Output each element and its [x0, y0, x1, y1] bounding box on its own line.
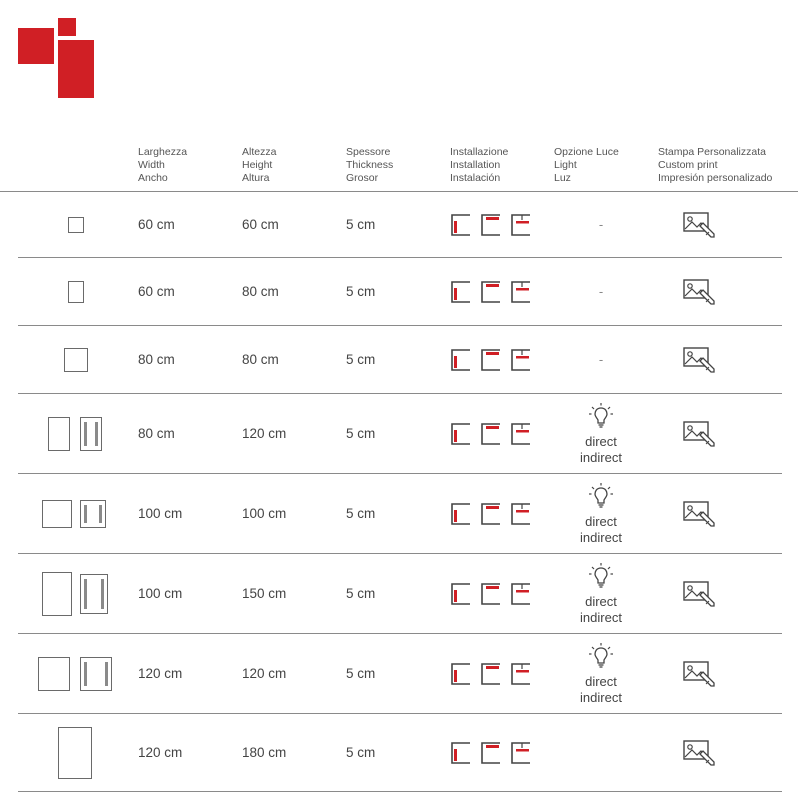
cell-height: 60 cm: [242, 217, 279, 232]
header-light-line: Light: [554, 159, 577, 171]
cell-height: 80 cm: [242, 284, 279, 299]
custom-print-image-icon: [682, 714, 716, 791]
installation-icons: [450, 326, 532, 393]
cell-height: 180 cm: [242, 745, 287, 760]
suspended-mount-icon: [510, 741, 532, 765]
light-option-label: indirect: [580, 609, 622, 625]
lightbulb-icon: [588, 642, 614, 674]
panel-frame-icon: [80, 574, 108, 614]
ceiling-mount-icon: [480, 348, 502, 372]
header-custom-print-line: Custom print: [658, 159, 718, 171]
header-light-line: Opzione Luce: [554, 146, 619, 158]
header-width: [138, 146, 187, 185]
light-option: [556, 714, 646, 791]
installation-icons: [450, 714, 532, 791]
panel-shape-icon: [68, 217, 84, 233]
light-option: [556, 192, 646, 257]
header-installation: [450, 146, 508, 185]
table-row: [18, 258, 782, 326]
suspended-mount-icon: [510, 422, 532, 446]
cell-thickness: 5 cm: [346, 506, 376, 521]
wall-mount-icon: [450, 502, 472, 526]
suspended-mount-icon: [510, 662, 532, 686]
custom-print-image-icon: [682, 258, 716, 325]
header-thickness: [346, 146, 393, 185]
cell-width: 80 cm: [138, 426, 175, 441]
light-option-label: direct: [585, 433, 617, 449]
header-installation-line: Installation: [450, 159, 501, 171]
light-option: [556, 326, 646, 393]
light-none-label: -: [598, 216, 604, 232]
custom-print-image-icon: [682, 394, 716, 473]
custom-print-image-icon: [682, 634, 716, 713]
header-height-line: Height: [242, 159, 273, 171]
ceiling-mount-icon: [480, 280, 502, 304]
panel-shape-icon: [42, 572, 72, 616]
ceiling-mount-icon: [480, 741, 502, 765]
custom-print-image-icon: [682, 554, 716, 633]
cell-thickness: 5 cm: [346, 217, 376, 232]
header-width-line: Ancho: [138, 172, 168, 184]
panel-shape-icon: [38, 657, 70, 691]
wall-mount-icon: [450, 348, 472, 372]
lightbulb-icon: [588, 562, 614, 594]
header-installation-line: Instalación: [450, 172, 501, 184]
light-option-label: indirect: [580, 529, 622, 545]
header-custom-print-line: Stampa Personalizzata: [658, 146, 766, 158]
header-light-line: Luz: [554, 172, 571, 184]
header-width-line: Larghezza: [138, 146, 188, 158]
header-height: [242, 146, 276, 185]
header-custom-print: [658, 146, 772, 185]
cell-height: 100 cm: [242, 506, 287, 521]
table-row: [18, 634, 782, 714]
panel-frame-icon: [80, 417, 102, 451]
ceiling-mount-icon: [480, 582, 502, 606]
light-option-label: direct: [585, 593, 617, 609]
cell-thickness: 5 cm: [346, 745, 376, 760]
custom-print-image-icon: [682, 474, 716, 553]
wall-mount-icon: [450, 422, 472, 446]
cell-thickness: 5 cm: [346, 284, 376, 299]
light-option: [556, 554, 646, 633]
panel-frame-icon: [80, 500, 106, 528]
table-header: [0, 146, 798, 192]
suspended-mount-icon: [510, 280, 532, 304]
installation-icons: [450, 554, 532, 633]
wall-mount-icon: [450, 741, 472, 765]
cell-thickness: 5 cm: [346, 586, 376, 601]
table-row: [18, 394, 782, 474]
panel-shape-icon: [48, 417, 70, 451]
suspended-mount-icon: [510, 348, 532, 372]
cell-width: 100 cm: [138, 586, 183, 601]
wall-mount-icon: [450, 213, 472, 237]
light-option: [556, 634, 646, 713]
panel-shape-icon: [68, 281, 84, 303]
header-width-line: Width: [138, 159, 165, 171]
custom-print-image-icon: [682, 326, 716, 393]
cell-width: 120 cm: [138, 666, 183, 681]
header-height-line: Altezza: [242, 146, 277, 158]
custom-print-image-icon: [682, 192, 716, 257]
light-option: [556, 474, 646, 553]
light-none-label: -: [598, 283, 604, 299]
cell-width: 60 cm: [138, 284, 175, 299]
brand-logo: [18, 18, 94, 98]
cell-thickness: 5 cm: [346, 352, 376, 367]
installation-icons: [450, 474, 532, 553]
panel-shape-icon: [42, 500, 72, 528]
light-option-label: indirect: [580, 449, 622, 465]
cell-height: 120 cm: [242, 426, 287, 441]
header-thickness-line: Grosor: [346, 172, 379, 184]
cell-height: 80 cm: [242, 352, 279, 367]
light-option: [556, 394, 646, 473]
table-row: [18, 714, 782, 792]
header-installation-line: Installazione: [450, 146, 509, 158]
suspended-mount-icon: [510, 582, 532, 606]
lightbulb-icon: [588, 482, 614, 514]
panel-frame-icon: [80, 657, 112, 691]
panel-shape-icon: [58, 727, 92, 779]
suspended-mount-icon: [510, 502, 532, 526]
ceiling-mount-icon: [480, 213, 502, 237]
header-height-line: Altura: [242, 172, 270, 184]
installation-icons: [450, 634, 532, 713]
ceiling-mount-icon: [480, 502, 502, 526]
wall-mount-icon: [450, 280, 472, 304]
lightbulb-icon: [588, 402, 614, 434]
installation-icons: [450, 394, 532, 473]
table-row: [18, 554, 782, 634]
ceiling-mount-icon: [480, 662, 502, 686]
installation-icons: [450, 258, 532, 325]
suspended-mount-icon: [510, 213, 532, 237]
cell-height: 150 cm: [242, 586, 287, 601]
light-option-label: direct: [585, 513, 617, 529]
header-thickness-line: Spessore: [346, 146, 391, 158]
header-thickness-line: Thickness: [346, 159, 394, 171]
ceiling-mount-icon: [480, 422, 502, 446]
cell-width: 80 cm: [138, 352, 175, 367]
light-option-label: direct: [585, 673, 617, 689]
light-option: [556, 258, 646, 325]
cell-width: 120 cm: [138, 745, 183, 760]
header-light: [554, 146, 619, 185]
light-none-label: -: [598, 351, 604, 367]
light-option-label: indirect: [580, 689, 622, 705]
cell-thickness: 5 cm: [346, 426, 376, 441]
cell-width: 60 cm: [138, 217, 175, 232]
table-row: [18, 474, 782, 554]
cell-thickness: 5 cm: [346, 666, 376, 681]
cell-height: 120 cm: [242, 666, 287, 681]
cell-width: 100 cm: [138, 506, 183, 521]
wall-mount-icon: [450, 662, 472, 686]
table-row: [18, 326, 782, 394]
table-row: [18, 192, 782, 258]
header-custom-print-line: Impresión personalizado: [658, 172, 773, 184]
installation-icons: [450, 192, 532, 257]
wall-mount-icon: [450, 582, 472, 606]
panel-shape-icon: [64, 348, 88, 372]
